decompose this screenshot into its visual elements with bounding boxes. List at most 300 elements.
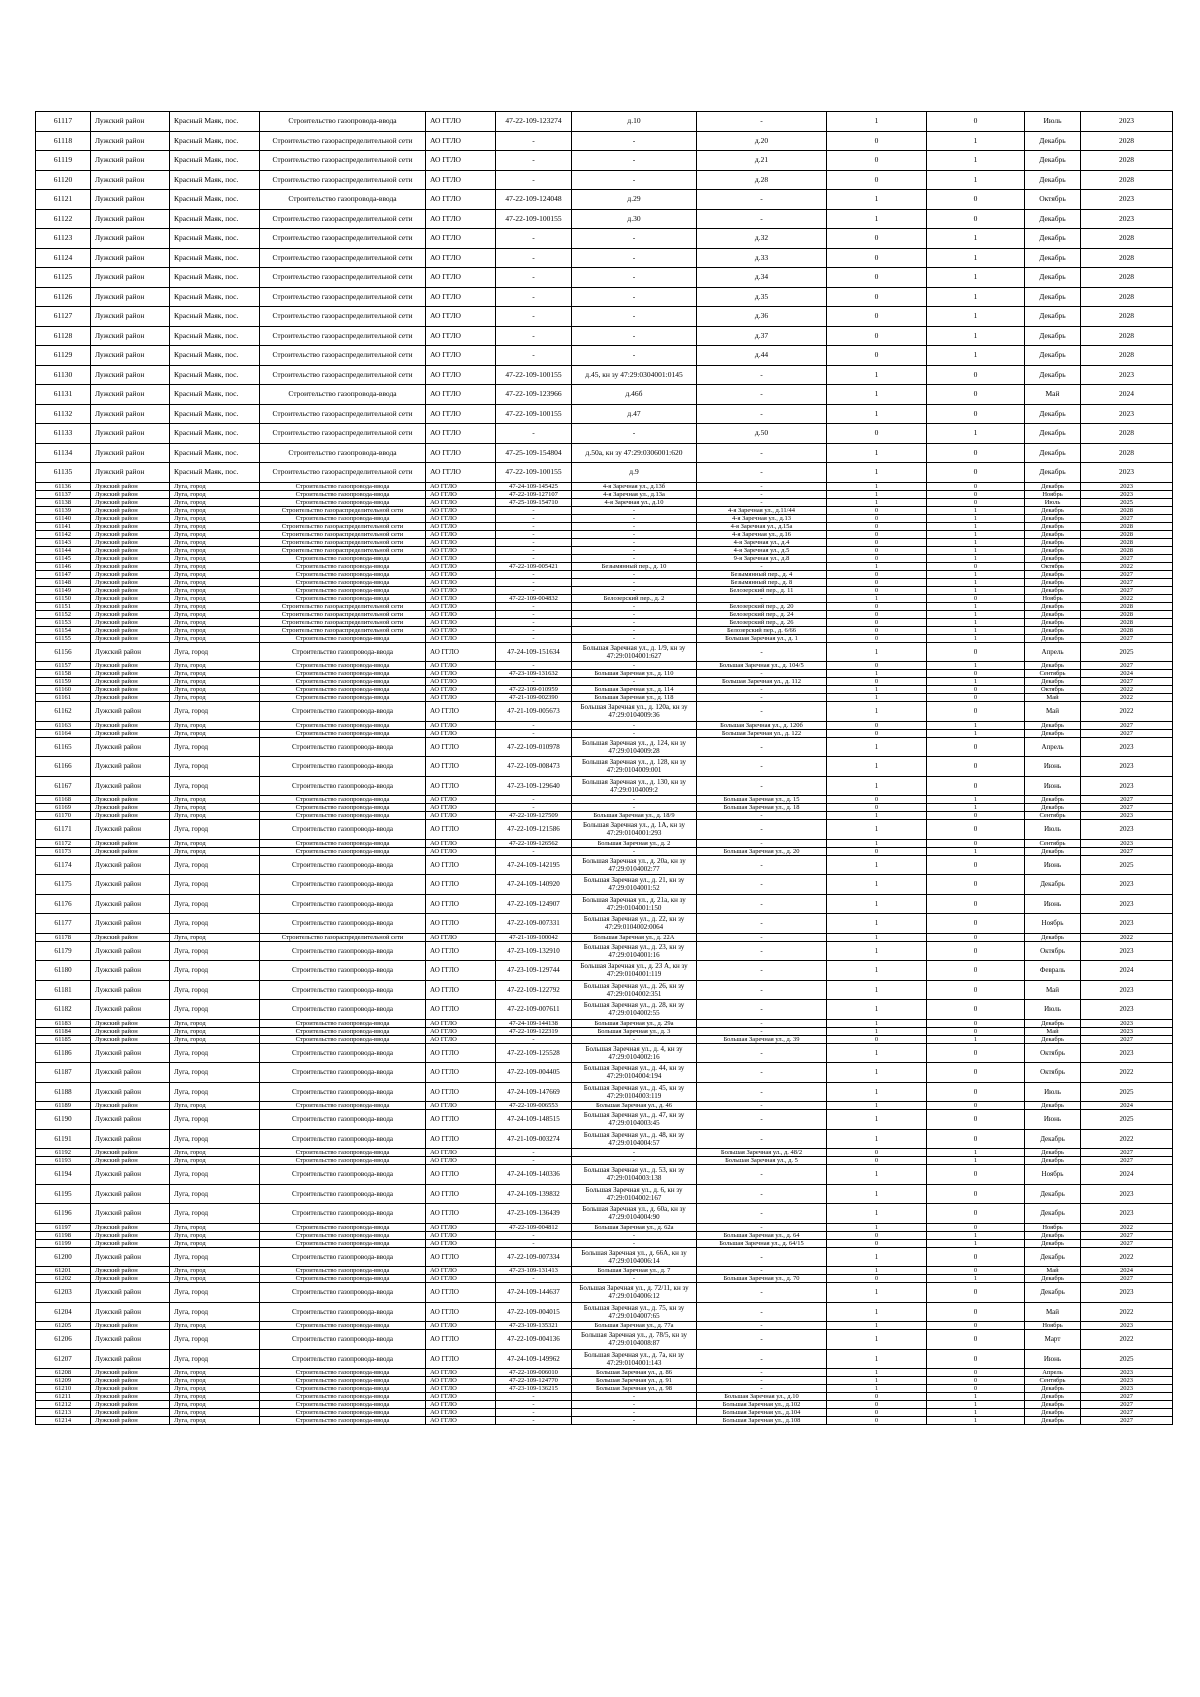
table-row <box>36 1082 1173 1102</box>
cell-count-connected: 1 <box>827 642 927 662</box>
cell-address-planned: - <box>697 190 827 210</box>
cell-work-type: Строительство газопровода-ввода <box>260 1019 426 1027</box>
cell-operator: АО ГГЛО <box>426 820 496 840</box>
cell-row-number: 61135 <box>36 463 91 483</box>
cell-application-number: 47-24-109-149962 <box>496 1349 572 1369</box>
cell-count-planned: 1 <box>927 586 1025 594</box>
cell-address-planned: Большая Заречная ул., д. 48/2 <box>697 1149 827 1157</box>
cell-count-connected: 1 <box>827 1129 927 1149</box>
table-row <box>36 618 1173 626</box>
cell-district: Лужский район <box>91 1393 170 1401</box>
cell-count-connected: 1 <box>827 1267 927 1275</box>
cell-settlement: Луга, город <box>170 610 260 618</box>
cell-month: Декабрь <box>1025 131 1081 151</box>
cell-month: Декабрь <box>1025 170 1081 190</box>
cell-district: Лужский район <box>91 694 170 702</box>
cell-count-connected: 0 <box>827 578 927 586</box>
cell-year: 2022 <box>1081 1063 1173 1083</box>
cell-year: 2028 <box>1081 229 1173 249</box>
cell-settlement: Луга, город <box>170 490 260 498</box>
cell-month: Декабрь <box>1025 618 1081 626</box>
cell-address-planned: - <box>697 1184 827 1204</box>
table-row <box>36 634 1173 642</box>
cell-work-type: Строительство газораспределительной сети <box>260 602 426 610</box>
cell-address-planned: 9-я Заречная ул., д.8 <box>697 554 827 562</box>
cell-address-planned: - <box>697 594 827 602</box>
cell-count-planned: 1 <box>927 424 1025 444</box>
cell-settlement: Луга, город <box>170 1275 260 1283</box>
table-row <box>36 365 1173 385</box>
cell-address-planned: д.37 <box>697 326 827 346</box>
cell-settlement: Луга, город <box>170 1385 260 1393</box>
cell-address-planned: - <box>697 961 827 981</box>
cell-application-number: 47-21-109-002390 <box>496 694 572 702</box>
table-row <box>36 578 1173 586</box>
cell-operator: АО ГГЛО <box>426 1129 496 1149</box>
cell-work-type: Строительство газораспределительной сети <box>260 326 426 346</box>
cell-operator: АО ГГЛО <box>426 1231 496 1239</box>
cell-count-connected: 0 <box>827 307 927 327</box>
cell-month: Май <box>1025 1267 1081 1275</box>
cell-address-planned: Белозерский пер., д. 26 <box>697 618 827 626</box>
cell-district: Лужский район <box>91 482 170 490</box>
cell-district: Лужский район <box>91 268 170 288</box>
cell-application-number: - <box>496 229 572 249</box>
cell-application-number: 47-22-109-004405 <box>496 1063 572 1083</box>
cell-count-planned: 0 <box>927 757 1025 777</box>
cell-district: Лужский район <box>91 530 170 538</box>
cell-month: Апрель <box>1025 737 1081 757</box>
cell-settlement: Луга, город <box>170 642 260 662</box>
cell-count-planned: 1 <box>927 662 1025 670</box>
cell-address-planned: - <box>697 463 827 483</box>
cell-count-planned: 0 <box>927 490 1025 498</box>
cell-count-planned: 1 <box>927 522 1025 530</box>
table-row <box>36 1129 1173 1149</box>
cell-row-number: 61193 <box>36 1157 91 1165</box>
cell-address-planned: - <box>697 980 827 1000</box>
cell-operator: АО ГГЛО <box>426 326 496 346</box>
table-row <box>36 875 1173 895</box>
cell-row-number: 61136 <box>36 482 91 490</box>
cell-year: 2023 <box>1081 1204 1173 1224</box>
cell-settlement: Луга, город <box>170 498 260 506</box>
cell-year: 2023 <box>1081 914 1173 934</box>
cell-settlement: Луга, город <box>170 546 260 554</box>
cell-application-number: - <box>496 729 572 737</box>
cell-district: Лужский район <box>91 594 170 602</box>
cell-count-connected: 1 <box>827 894 927 914</box>
cell-address-connected: 4-я Заречная ул., д.13а <box>572 490 697 498</box>
cell-year: 2022 <box>1081 562 1173 570</box>
table-row <box>36 586 1173 594</box>
cell-address-connected: Большая Заречная ул., д. 86 <box>572 1369 697 1377</box>
cell-address-planned: - <box>697 776 827 796</box>
cell-address-connected: Большая Заречная ул., д. 75, кн зу 47:29:0104007:65 <box>572 1302 697 1322</box>
cell-application-number: 47-21-109-100042 <box>496 933 572 941</box>
cell-district: Лужский район <box>91 1223 170 1231</box>
cell-application-number: 47-22-109-004015 <box>496 1302 572 1322</box>
table-row <box>36 1247 1173 1267</box>
cell-application-number: - <box>496 506 572 514</box>
cell-operator: АО ГГЛО <box>426 678 496 686</box>
table-row <box>36 1102 1173 1110</box>
cell-count-connected: 0 <box>827 729 927 737</box>
cell-count-connected: 1 <box>827 443 927 463</box>
cell-district: Лужский район <box>91 1417 170 1425</box>
cell-application-number: - <box>496 804 572 812</box>
cell-settlement: Луга, город <box>170 1267 260 1275</box>
cell-settlement: Луга, город <box>170 1204 260 1224</box>
cell-work-type: Строительство газопровода-ввода <box>260 1322 426 1330</box>
cell-month: Декабрь <box>1025 1417 1081 1425</box>
cell-count-connected: 1 <box>827 702 927 722</box>
cell-row-number: 61214 <box>36 1417 91 1425</box>
cell-application-number: 47-24-109-147669 <box>496 1082 572 1102</box>
cell-work-type: Строительство газораспределительной сети <box>260 506 426 514</box>
table-row <box>36 737 1173 757</box>
cell-count-connected: 1 <box>827 694 927 702</box>
cell-year: 2023 <box>1081 776 1173 796</box>
cell-count-planned: 1 <box>927 248 1025 268</box>
cell-district: Лужский район <box>91 1165 170 1185</box>
cell-address-connected: - <box>572 721 697 729</box>
cell-address-planned: Безымянный пер., д. 8 <box>697 578 827 586</box>
cell-work-type: Строительство газопровода-ввода <box>260 678 426 686</box>
cell-row-number: 61159 <box>36 678 91 686</box>
cell-count-connected: 0 <box>827 151 927 171</box>
cell-work-type: Строительство газораспределительной сети <box>260 346 426 366</box>
cell-work-type: Строительство газораспределительной сети <box>260 933 426 941</box>
cell-count-planned: 1 <box>927 170 1025 190</box>
cell-address-planned: - <box>697 1204 827 1224</box>
cell-work-type: Строительство газораспределительной сети <box>260 530 426 538</box>
cell-row-number: 61164 <box>36 729 91 737</box>
cell-address-connected: - <box>572 530 697 538</box>
cell-application-number: - <box>496 678 572 686</box>
cell-operator: АО ГГЛО <box>426 804 496 812</box>
cell-district: Лужский район <box>91 1204 170 1224</box>
cell-address-planned: Большая Заречная ул., д. 112 <box>697 678 827 686</box>
cell-year: 2025 <box>1081 642 1173 662</box>
cell-address-planned: - <box>697 1223 827 1231</box>
cell-row-number: 61190 <box>36 1110 91 1130</box>
table-row <box>36 307 1173 327</box>
cell-address-connected: Большая Заречная ул., д. 7 <box>572 1267 697 1275</box>
cell-row-number: 61140 <box>36 514 91 522</box>
cell-operator: АО ГГЛО <box>426 855 496 875</box>
cell-settlement: Луга, город <box>170 678 260 686</box>
cell-district: Лужский район <box>91 961 170 981</box>
cell-settlement: Красный Маяк, пос. <box>170 346 260 366</box>
cell-application-number: 47-23-109-129640 <box>496 776 572 796</box>
cell-settlement: Луга, город <box>170 721 260 729</box>
cell-year: 2023 <box>1081 757 1173 777</box>
cell-operator: АО ГГЛО <box>426 1330 496 1350</box>
cell-address-connected: Большая Заречная ул., д. 20а, кн зу 47:29:0104002:77 <box>572 855 697 875</box>
cell-row-number: 61122 <box>36 209 91 229</box>
cell-district: Лужский район <box>91 326 170 346</box>
cell-address-planned: д.34 <box>697 268 827 288</box>
cell-year: 2028 <box>1081 307 1173 327</box>
table-row <box>36 729 1173 737</box>
cell-count-connected: 1 <box>827 385 927 405</box>
cell-operator: АО ГГЛО <box>426 404 496 424</box>
cell-application-number: - <box>496 602 572 610</box>
cell-district: Лужский район <box>91 578 170 586</box>
cell-count-planned: 1 <box>927 847 1025 855</box>
cell-count-planned: 0 <box>927 961 1025 981</box>
cell-settlement: Луга, город <box>170 1165 260 1185</box>
cell-count-connected: 0 <box>827 1401 927 1409</box>
cell-row-number: 61118 <box>36 131 91 151</box>
cell-settlement: Красный Маяк, пос. <box>170 112 260 132</box>
cell-application-number: - <box>496 847 572 855</box>
cell-operator: АО ГГЛО <box>426 562 496 570</box>
cell-application-number: - <box>496 721 572 729</box>
cell-row-number: 61131 <box>36 385 91 405</box>
cell-district: Лужский район <box>91 1322 170 1330</box>
cell-address-connected: Большая Заречная ул., д. 66А, кн зу 47:29:0104006:14 <box>572 1247 697 1267</box>
cell-work-type: Строительство газопровода-ввода <box>260 443 426 463</box>
cell-address-planned: - <box>697 482 827 490</box>
cell-address-planned: - <box>697 209 827 229</box>
cell-count-planned: 0 <box>927 482 1025 490</box>
cell-month: Май <box>1025 980 1081 1000</box>
cell-address-connected: Большая Заречная ул., д. 7а, кн зу 47:29:0104001:143 <box>572 1349 697 1369</box>
cell-row-number: 61171 <box>36 820 91 840</box>
cell-row-number: 61127 <box>36 307 91 327</box>
cell-month: Ноябрь <box>1025 490 1081 498</box>
cell-year: 2024 <box>1081 1267 1173 1275</box>
cell-district: Лужский район <box>91 702 170 722</box>
cell-count-connected: 1 <box>827 1019 927 1027</box>
cell-operator: АО ГГЛО <box>426 602 496 610</box>
cell-address-connected: Большая Заречная ул., д. 118 <box>572 694 697 702</box>
cell-address-planned: Большая Заречная ул., д. 15 <box>697 796 827 804</box>
cell-year: 2027 <box>1081 1035 1173 1043</box>
cell-address-connected: Большая Заречная ул., д. 124, кн зу 47:29:0104009:28 <box>572 737 697 757</box>
cell-district: Лужский район <box>91 1149 170 1157</box>
cell-address-connected: Большая Заречная ул., д. 110 <box>572 670 697 678</box>
cell-count-connected: 1 <box>827 209 927 229</box>
cell-operator: АО ГГЛО <box>426 847 496 855</box>
cell-address-planned: - <box>697 686 827 694</box>
cell-address-connected: д.29 <box>572 190 697 210</box>
cell-district: Лужский район <box>91 506 170 514</box>
cell-month: Декабрь <box>1025 729 1081 737</box>
cell-count-connected: 1 <box>827 482 927 490</box>
cell-address-planned: Большая Заречная ул., д. 104/5 <box>697 662 827 670</box>
cell-application-number: 47-21-109-003274 <box>496 1129 572 1149</box>
cell-settlement: Красный Маяк, пос. <box>170 307 260 327</box>
cell-row-number: 61179 <box>36 941 91 961</box>
cell-row-number: 61200 <box>36 1247 91 1267</box>
cell-count-planned: 0 <box>927 562 1025 570</box>
cell-work-type: Строительство газопровода-ввода <box>260 570 426 578</box>
cell-address-connected: Большая Заречная ул., д. 91 <box>572 1377 697 1385</box>
cell-year: 2023 <box>1081 482 1173 490</box>
cell-work-type: Строительство газопровода-ввода <box>260 1302 426 1322</box>
cell-address-planned: Большая Заречная ул., д. 120б <box>697 721 827 729</box>
cell-address-connected: Большая Заречная ул., д. 18/9 <box>572 812 697 820</box>
cell-address-connected: - <box>572 151 697 171</box>
cell-count-connected: 0 <box>827 1239 927 1247</box>
table-row <box>36 1063 1173 1083</box>
cell-district: Лужский район <box>91 522 170 530</box>
cell-month: Февраль <box>1025 961 1081 981</box>
cell-row-number: 61163 <box>36 721 91 729</box>
cell-year: 2024 <box>1081 1165 1173 1185</box>
cell-application-number: 47-22-109-100155 <box>496 404 572 424</box>
cell-count-connected: 1 <box>827 1283 927 1303</box>
cell-work-type: Строительство газопровода-ввода <box>260 855 426 875</box>
cell-count-planned: 1 <box>927 1417 1025 1425</box>
cell-settlement: Луга, город <box>170 514 260 522</box>
cell-address-connected: - <box>572 1409 697 1417</box>
cell-address-connected: Большая Заречная ул., д. 21, кн зу 47:29:0104001:52 <box>572 875 697 895</box>
cell-address-connected: д.9 <box>572 463 697 483</box>
cell-year: 2024 <box>1081 670 1173 678</box>
cell-count-planned: 0 <box>927 1330 1025 1350</box>
table-row <box>36 594 1173 602</box>
cell-address-planned: 4-я Заречная ул., д.15а <box>697 522 827 530</box>
cell-month: Декабрь <box>1025 287 1081 307</box>
cell-settlement: Луга, город <box>170 1063 260 1083</box>
cell-settlement: Луга, город <box>170 894 260 914</box>
cell-district: Лужский район <box>91 776 170 796</box>
cell-year: 2023 <box>1081 1322 1173 1330</box>
cell-count-planned: 0 <box>927 112 1025 132</box>
cell-work-type: Строительство газопровода-ввода <box>260 702 426 722</box>
cell-address-connected: Большая Заречная ул., д. 22, кн зу 47:29:0104002:0064 <box>572 914 697 934</box>
table-row <box>36 1043 1173 1063</box>
cell-district: Лужский район <box>91 662 170 670</box>
cell-count-connected: 0 <box>827 602 927 610</box>
cell-settlement: Луга, город <box>170 1027 260 1035</box>
cell-operator: АО ГГЛО <box>426 1322 496 1330</box>
cell-month: Декабрь <box>1025 586 1081 594</box>
cell-row-number: 61132 <box>36 404 91 424</box>
cell-operator: АО ГГЛО <box>426 1019 496 1027</box>
cell-address-connected: Большая Заречная ул., д. 45, кн зу 47:29:0104003:119 <box>572 1082 697 1102</box>
cell-year: 2023 <box>1081 209 1173 229</box>
cell-count-connected: 0 <box>827 1231 927 1239</box>
table-row <box>36 1239 1173 1247</box>
gasification-table-sheet <box>35 111 1172 1425</box>
cell-work-type: Строительство газопровода-ввода <box>260 662 426 670</box>
cell-address-connected: Большая Заречная ул., д. 2 <box>572 839 697 847</box>
cell-address-planned: - <box>697 1369 827 1377</box>
cell-row-number: 61169 <box>36 804 91 812</box>
cell-row-number: 61121 <box>36 190 91 210</box>
cell-district: Лужский район <box>91 847 170 855</box>
table-row <box>36 602 1173 610</box>
cell-row-number: 61157 <box>36 662 91 670</box>
cell-month: Декабрь <box>1025 522 1081 530</box>
cell-count-connected: 1 <box>827 776 927 796</box>
cell-count-planned: 1 <box>927 1401 1025 1409</box>
cell-work-type: Строительство газопровода-ввода <box>260 694 426 702</box>
cell-settlement: Луга, город <box>170 482 260 490</box>
cell-count-planned: 1 <box>927 546 1025 554</box>
cell-settlement: Луга, город <box>170 1184 260 1204</box>
cell-row-number: 61145 <box>36 554 91 562</box>
cell-row-number: 61198 <box>36 1231 91 1239</box>
cell-district: Лужский район <box>91 686 170 694</box>
table-row <box>36 804 1173 812</box>
cell-year: 2027 <box>1081 1231 1173 1239</box>
table-row <box>36 894 1173 914</box>
cell-month: Сентябрь <box>1025 670 1081 678</box>
cell-address-planned: - <box>697 562 827 570</box>
cell-row-number: 61166 <box>36 757 91 777</box>
cell-year: 2022 <box>1081 1129 1173 1149</box>
cell-month: Июнь <box>1025 776 1081 796</box>
table-row <box>36 346 1173 366</box>
cell-row-number: 61156 <box>36 642 91 662</box>
cell-application-number: 47-22-109-125528 <box>496 1043 572 1063</box>
cell-count-connected: 1 <box>827 1027 927 1035</box>
cell-count-connected: 1 <box>827 1204 927 1224</box>
cell-year: 2023 <box>1081 490 1173 498</box>
cell-address-planned: - <box>697 490 827 498</box>
cell-year: 2025 <box>1081 855 1173 875</box>
cell-operator: АО ГГЛО <box>426 1184 496 1204</box>
cell-application-number: 47-22-109-006553 <box>496 1102 572 1110</box>
cell-address-planned: - <box>697 875 827 895</box>
cell-settlement: Красный Маяк, пос. <box>170 463 260 483</box>
cell-operator: АО ГГЛО <box>426 839 496 847</box>
cell-district: Лужский район <box>91 933 170 941</box>
cell-count-planned: 0 <box>927 1322 1025 1330</box>
cell-application-number: 47-24-109-140336 <box>496 1165 572 1185</box>
cell-year: 2028 <box>1081 610 1173 618</box>
cell-count-planned: 0 <box>927 1043 1025 1063</box>
cell-operator: АО ГГЛО <box>426 530 496 538</box>
cell-work-type: Строительство газопровода-ввода <box>260 980 426 1000</box>
cell-address-connected: Большая Заречная ул., д. 47, кн зу 47:29:0104003:45 <box>572 1110 697 1130</box>
cell-address-planned: Большая Заречная ул., д. 64/15 <box>697 1239 827 1247</box>
cell-year: 2023 <box>1081 941 1173 961</box>
cell-district: Лужский район <box>91 820 170 840</box>
table-row <box>36 626 1173 634</box>
cell-work-type: Строительство газопровода-ввода <box>260 1283 426 1303</box>
cell-month: Июнь <box>1025 894 1081 914</box>
cell-settlement: Красный Маяк, пос. <box>170 248 260 268</box>
cell-count-planned: 1 <box>927 804 1025 812</box>
cell-address-connected: 4-я Заречная ул., д.10 <box>572 498 697 506</box>
cell-operator: АО ГГЛО <box>426 941 496 961</box>
cell-work-type: Строительство газопровода-ввода <box>260 1035 426 1043</box>
cell-year: 2025 <box>1081 498 1173 506</box>
cell-district: Лужский район <box>91 404 170 424</box>
cell-application-number: 47-22-109-005421 <box>496 562 572 570</box>
cell-settlement: Луга, город <box>170 1283 260 1303</box>
cell-district: Лужский район <box>91 209 170 229</box>
cell-count-connected: 1 <box>827 757 927 777</box>
cell-district: Лужский район <box>91 1129 170 1149</box>
cell-work-type: Строительство газопровода-ввода <box>260 776 426 796</box>
cell-operator: АО ГГЛО <box>426 578 496 586</box>
cell-year: 2027 <box>1081 847 1173 855</box>
cell-row-number: 61147 <box>36 570 91 578</box>
cell-work-type: Строительство газопровода-ввода <box>260 562 426 570</box>
cell-address-planned: Белозерский пер., д. 24 <box>697 610 827 618</box>
cell-district: Лужский район <box>91 729 170 737</box>
cell-count-planned: 0 <box>927 1369 1025 1377</box>
cell-year: 2028 <box>1081 131 1173 151</box>
